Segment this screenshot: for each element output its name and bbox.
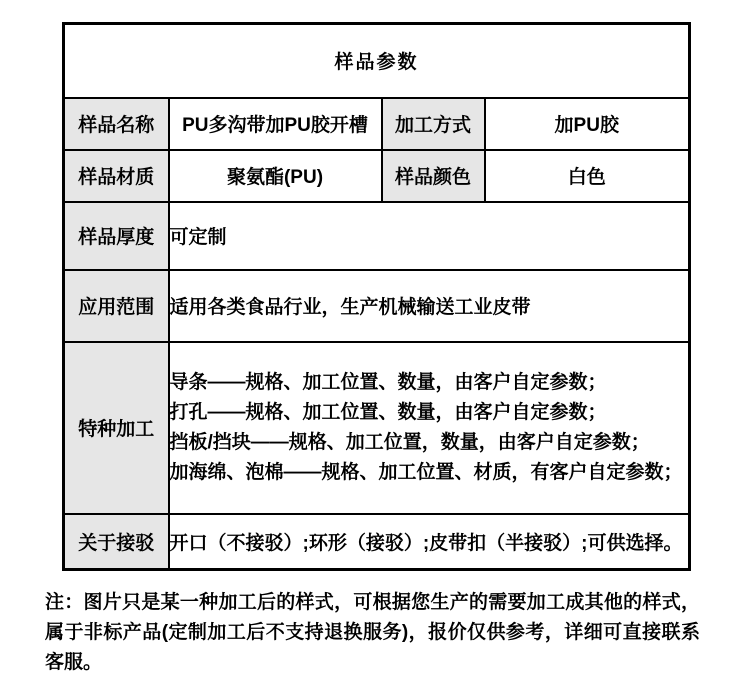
value-application-range: 适用各类食品行业，生产机械输送工业皮带	[169, 270, 690, 342]
row-special-processing	[64, 342, 690, 514]
label-about-joint: 关于接驳	[64, 514, 169, 570]
value-sample-material: 聚氨酯(PU)	[169, 150, 382, 202]
row-sample-thickness	[64, 202, 690, 270]
label-sample-material: 样品材质	[64, 150, 169, 202]
sample-parameters-table	[62, 22, 691, 571]
special-processing-line-guide-strip: 导条——规格、加工位置、数量，由客户自定参数；	[169, 371, 607, 393]
special-processing-line-baffle: 挡板/挡块——规格、加工位置，数量，由客户自定参数；	[169, 431, 650, 453]
row-sample-name	[64, 98, 690, 150]
special-processing-line-sponge-foam: 加海绵、泡棉——规格、加工位置、材质，有客户自定参数；	[169, 461, 683, 483]
label-sample-color: 样品颜色	[382, 150, 485, 202]
value-sample-color: 白色	[485, 150, 690, 202]
label-sample-name: 样品名称	[64, 98, 169, 150]
special-processing-line-punching: 打孔——规格、加工位置、数量，由客户自定参数；	[169, 401, 607, 423]
footer-note: 注：图片只是某一种加工后的样式，可根据您生产的需要加工成其他的样式，属于非标产品(定制加工后不支持退换服务)，报价仅供参考，详细可直接联系客服。	[45, 592, 700, 673]
value-sample-name: PU多沟带加PU胶开槽	[169, 98, 382, 150]
row-sample-material	[64, 150, 690, 202]
row-about-joint	[64, 514, 690, 570]
table-title: 样品参数	[64, 24, 690, 98]
label-sample-thickness: 样品厚度	[64, 202, 169, 270]
label-special-processing: 特种加工	[64, 342, 169, 514]
value-sample-thickness: 可定制	[169, 202, 690, 270]
value-special-processing	[169, 342, 690, 514]
label-application-range: 应用范围	[64, 270, 169, 342]
label-processing-method: 加工方式	[382, 98, 485, 150]
table-title-row	[64, 24, 690, 98]
value-about-joint: 开口（不接驳）;环形（接驳）;皮带扣（半接驳）;可供选择。	[169, 514, 690, 570]
row-application-range	[64, 270, 690, 342]
value-processing-method: 加PU胶	[485, 98, 690, 150]
